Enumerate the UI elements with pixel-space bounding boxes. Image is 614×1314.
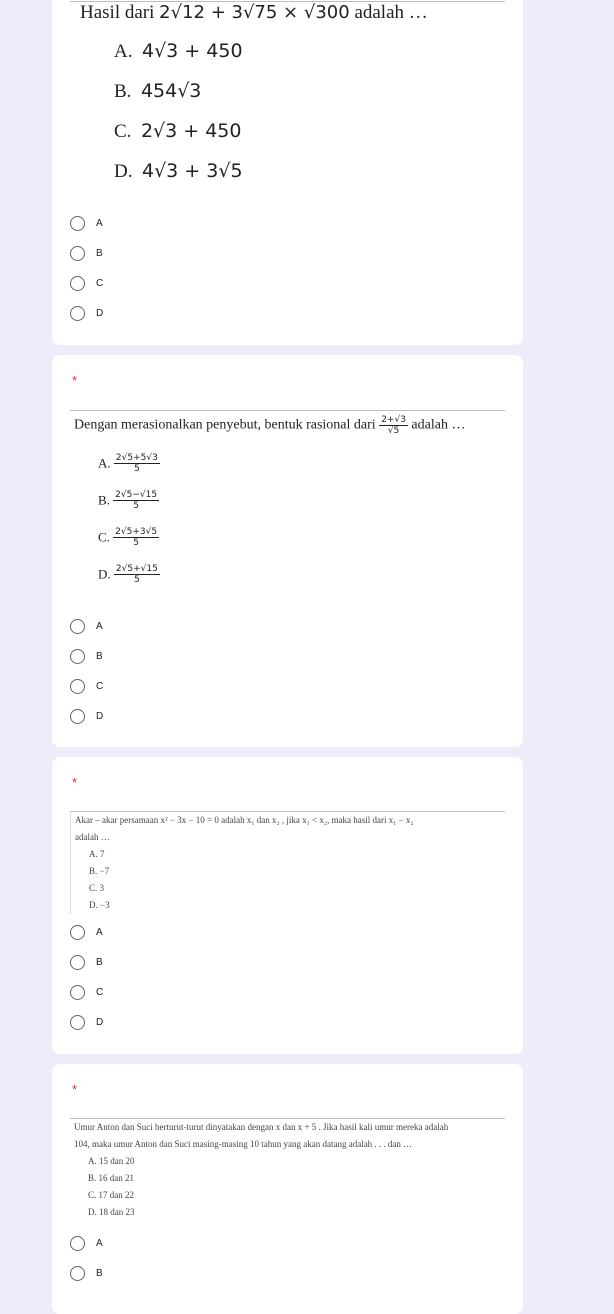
radio-option-b[interactable]: B xyxy=(70,649,103,664)
radio-icon[interactable] xyxy=(70,955,85,970)
question-text-line-2: 104, maka umur Anton dan Suci masing-masing 10 tahun yang akan datang adalah . . . dan … xyxy=(74,1139,413,1149)
question-image-4 xyxy=(70,1118,505,1223)
choice-b: B. 454√3 xyxy=(114,80,202,102)
question-text-line-1: Akar – akar persamaan x² − 3x − 10 = 0 adalah x₁ dan x₂ , jika x₁ < x₂, maka hasil dari x₁ − x₂ xyxy=(75,815,414,825)
choice-b: B. 16 dan 21 xyxy=(88,1173,134,1183)
choice-c: C. 17 dan 22 xyxy=(88,1190,134,1200)
radio-icon[interactable] xyxy=(70,1266,85,1281)
question-fraction: $\frac{2+√3}{√5}$ xyxy=(381,415,406,436)
radio-option-d[interactable]: D xyxy=(70,306,103,321)
radio-icon[interactable] xyxy=(70,985,85,1000)
choice-c: C. 3 xyxy=(89,883,105,893)
question-card-1 xyxy=(52,0,523,345)
choice-d: D. 4√3 + 3√5 xyxy=(114,160,243,182)
question-image-1 xyxy=(70,1,505,192)
choice-c: C. 2√3 + 450 xyxy=(114,120,242,142)
choice-a: A. $\frac{2√5+5√3}{5}$ xyxy=(98,453,158,474)
choice-a: A. 7 xyxy=(89,849,105,859)
choice-d: D. 18 dan 23 xyxy=(88,1207,135,1217)
radio-option-a[interactable]: A xyxy=(70,216,103,231)
radio-option-c[interactable]: C xyxy=(70,985,103,1000)
choice-d: D. $\frac{2√5+√15}{5}$ xyxy=(98,564,158,585)
radio-icon[interactable] xyxy=(70,246,85,261)
radio-icon[interactable] xyxy=(70,649,85,664)
radio-option-b[interactable]: B xyxy=(70,955,103,970)
choice-a: A. 15 dan 20 xyxy=(88,1156,135,1166)
radio-icon[interactable] xyxy=(70,216,85,231)
question-image-3 xyxy=(70,811,505,914)
required-asterisk: * xyxy=(72,1082,78,1097)
question-text: Hasil dari 2√12 + 3√75 × √300 adalah … xyxy=(80,2,428,23)
choice-a: A. 4√3 + 450 xyxy=(114,40,243,62)
radio-option-c[interactable]: C xyxy=(70,276,103,291)
question-expression: 2√12 + 3√75 × √300 xyxy=(159,2,350,23)
choice-b: B. $\frac{2√5-√15}{5}$ xyxy=(98,490,158,511)
radio-option-a[interactable]: A xyxy=(70,1236,103,1251)
radio-option-d[interactable]: D xyxy=(70,1015,103,1030)
choice-d: D. −3 xyxy=(89,900,110,910)
radio-option-b[interactable]: B xyxy=(70,246,103,261)
radio-option-d[interactable]: D xyxy=(70,709,103,724)
radio-icon[interactable] xyxy=(70,1236,85,1251)
question-text-line-1: Umur Anton dan Suci berturut-turut dinyatakan dengan x dan x + 5 . Jika hasil kali umur mereka adalah xyxy=(74,1122,449,1132)
radio-option-c[interactable]: C xyxy=(70,679,103,694)
choice-b: B. −7 xyxy=(89,866,110,876)
choice-c: C. $\frac{2√5+3√5}{5}$ xyxy=(98,527,158,548)
question-image-2 xyxy=(70,410,505,601)
radio-icon[interactable] xyxy=(70,306,85,321)
question-text: Dengan merasionalkan penyebut, bentuk rasional dari $\frac{2+√3}{√5}$ adalah … xyxy=(74,415,466,436)
required-asterisk: * xyxy=(72,775,78,790)
radio-option-a[interactable]: A xyxy=(70,925,103,940)
question-card-4 xyxy=(52,1064,523,1314)
radio-icon[interactable] xyxy=(70,276,85,291)
question-card-2 xyxy=(52,355,523,747)
question-text-line-2: adalah … xyxy=(75,832,110,842)
radio-option-b[interactable]: B xyxy=(70,1266,103,1281)
radio-icon[interactable] xyxy=(70,1015,85,1030)
radio-option-a[interactable]: A xyxy=(70,619,103,634)
required-asterisk: * xyxy=(72,373,78,388)
question-card-3 xyxy=(52,757,523,1054)
radio-icon[interactable] xyxy=(70,619,85,634)
radio-icon[interactable] xyxy=(70,925,85,940)
radio-icon[interactable] xyxy=(70,709,85,724)
radio-icon[interactable] xyxy=(70,679,85,694)
